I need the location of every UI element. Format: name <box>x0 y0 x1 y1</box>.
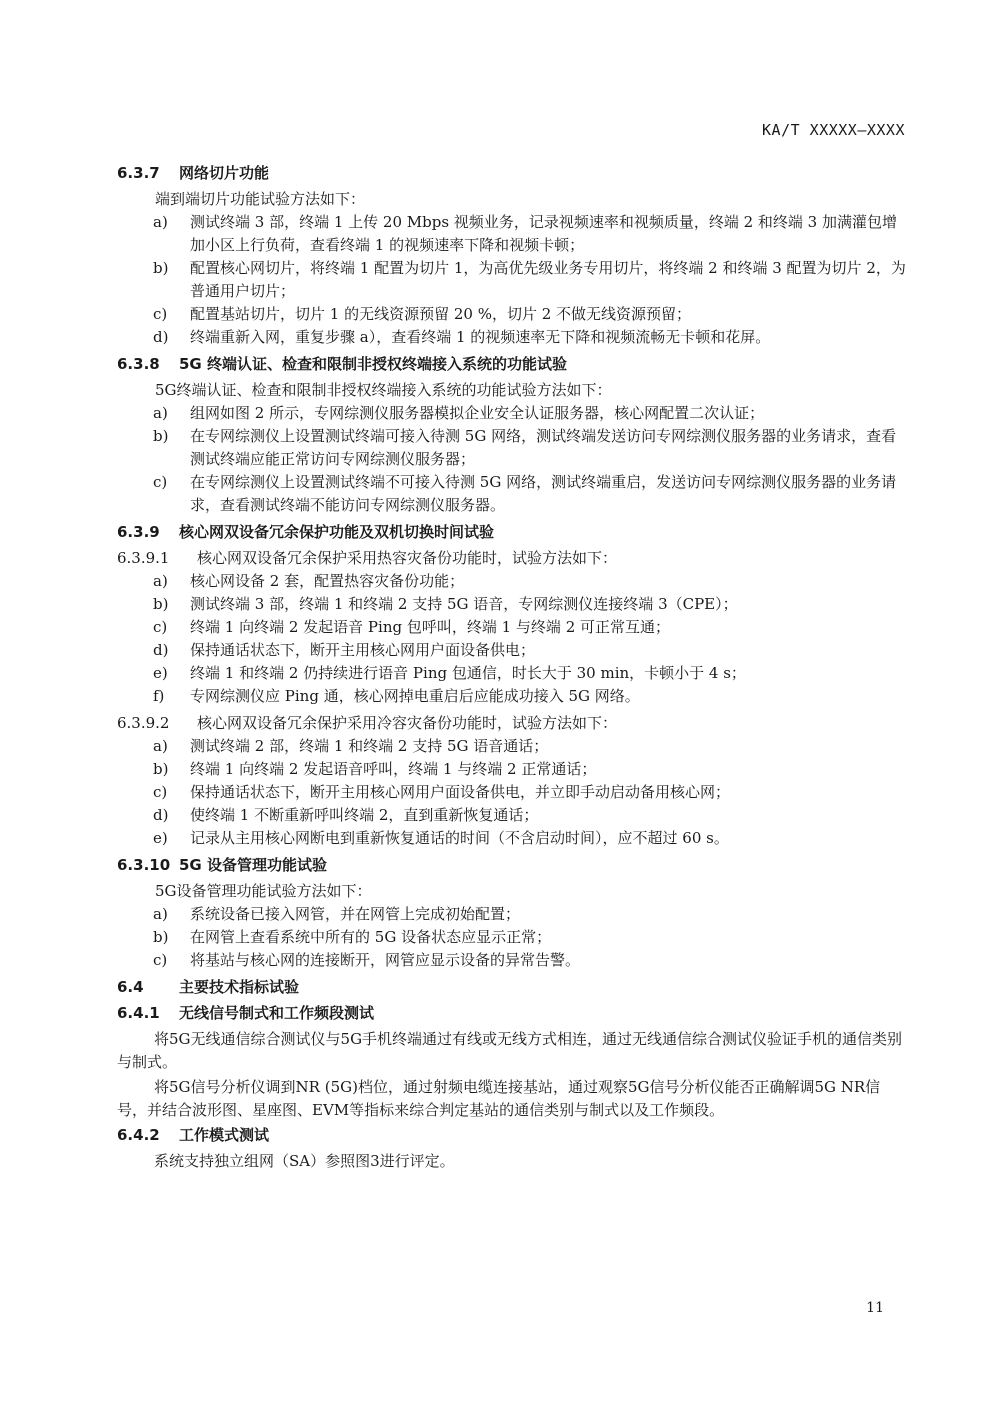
list-item-text: 专网综测仪应 Ping 通，核心网掉电重启后应能成功接入 5G 网络。 <box>190 687 640 705</box>
subsection-text: 核心网双设备冗余保护采用热容灾备份功能时，试验方法如下： <box>197 549 618 567</box>
list-item-text: 测试终端 3 部，终端 1 和终端 2 支持 5G 语音，专网综测仪连接终端 3（CPE）； <box>190 595 738 613</box>
section-lead: 5G设备管理功能试验方法如下： <box>155 882 372 900</box>
step-list <box>117 903 907 972</box>
list-item <box>117 639 907 662</box>
list-item <box>117 257 907 303</box>
list-item <box>117 949 907 972</box>
list-marker: f) <box>153 687 165 705</box>
section-title: 无线信号制式和工作频段测试 <box>179 1004 375 1022</box>
list-marker: a) <box>153 572 168 590</box>
list-marker: b) <box>153 760 169 778</box>
list-marker: a) <box>153 213 168 231</box>
section-title: 5G 设备管理功能试验 <box>179 856 327 874</box>
list-item <box>117 926 907 949</box>
list-item <box>117 593 907 616</box>
body-paragraph: 将5G信号分析仪调到NR (5G)档位，通过射频电缆连接基站，通过观察5G信号分析仪能否正确解调5G NR信号，并结合波形图、星座图、EVM等指标来综合判定基站的通信类别与制式以及工作频段。 <box>117 1078 881 1119</box>
list-marker: d) <box>153 328 169 346</box>
subsection-text: 核心网双设备冗余保护采用冷容灾备份功能时，试验方法如下： <box>197 714 618 732</box>
section-heading-6-3-7 <box>117 162 907 184</box>
section-heading-6-3-10 <box>117 854 907 876</box>
list-marker: c) <box>153 618 168 636</box>
list-item-text: 组网如图 2 所示，专网综测仪服务器模拟企业安全认证服务器，核心网配置二次认证； <box>190 404 765 422</box>
list-marker: c) <box>153 473 168 491</box>
list-marker: b) <box>153 259 169 277</box>
list-item-text: 终端 1 向终端 2 发起语音呼叫，终端 1 与终端 2 正常通话； <box>190 760 597 778</box>
list-item <box>117 471 907 517</box>
list-marker: c) <box>153 951 168 969</box>
list-item <box>117 735 907 758</box>
list-marker: d) <box>153 641 169 659</box>
list-item <box>117 570 907 593</box>
list-item <box>117 616 907 639</box>
section-heading-6-4 <box>117 976 907 998</box>
list-item-text: 在专网综测仪上设置测试终端不可接入待测 5G 网络，测试终端重启，发送访问专网综测仪服务器的业务请求，查看测试终端不能访问专网综测仪服务器。 <box>190 473 897 514</box>
list-item-text: 在网管上查看系统中所有的 5G 设备状态应显示正常； <box>190 928 552 946</box>
step-list <box>117 402 907 517</box>
step-list <box>117 211 907 349</box>
list-marker: d) <box>153 806 169 824</box>
section-number: 6.4.1 <box>117 1004 160 1022</box>
page-number: 11 <box>866 1300 884 1316</box>
list-item-text: 测试终端 3 部，终端 1 上传 20 Mbps 视频业务，记录视频速率和视频质量，终端 2 和终端 3 加满灌包增加小区上行负荷，查看终端 1 的视频速率下降和视频卡顿； <box>190 213 897 254</box>
section-title: 核心网双设备冗余保护功能及双机切换时间试验 <box>179 523 495 541</box>
list-marker: b) <box>153 427 169 445</box>
list-item-text: 终端 1 向终端 2 发起语音 Ping 包呼叫，终端 1 与终端 2 可正常互通； <box>190 618 671 636</box>
document-code: KA/T XXXXX—XXXX <box>762 121 905 139</box>
section-heading-6-4-1 <box>117 1002 907 1024</box>
list-item <box>117 211 907 257</box>
list-marker: a) <box>153 404 168 422</box>
subsection-6-3-9-2 <box>117 712 907 735</box>
section-number: 6.4.2 <box>117 1126 160 1144</box>
step-list <box>117 735 907 850</box>
list-item <box>117 326 907 349</box>
page-body <box>117 160 907 1175</box>
section-title: 5G 终端认证、检查和限制非授权终端接入系统的功能试验 <box>179 355 567 373</box>
list-item <box>117 804 907 827</box>
list-item <box>117 781 907 804</box>
subsection-number: 6.3.9.2 <box>117 714 170 732</box>
list-item <box>117 662 907 685</box>
list-item <box>117 425 907 471</box>
list-item-text: 系统设备已接入网管，并在网管上完成初始配置； <box>190 905 521 923</box>
subsection-number: 6.3.9.1 <box>117 549 170 567</box>
section-number: 6.3.7 <box>117 164 160 182</box>
list-item <box>117 402 907 425</box>
list-item-text: 使终端 1 不断重新呼叫终端 2，直到重新恢复通话； <box>190 806 539 824</box>
list-item <box>117 827 907 850</box>
section-lead: 5G终端认证、检查和限制非授权终端接入系统的功能试验方法如下： <box>155 381 612 399</box>
list-marker: a) <box>153 905 168 923</box>
list-item-text: 在专网综测仪上设置测试终端可接入待测 5G 网络，测试终端发送访问专网综测仪服务器的业务请求，查看测试终端应能正常访问专网综测仪服务器； <box>190 427 897 468</box>
section-heading-6-4-2 <box>117 1124 907 1146</box>
section-title: 网络切片功能 <box>179 164 270 182</box>
list-item-text: 配置基站切片，切片 1 的无线资源预留 20 %，切片 2 不做无线资源预留； <box>190 305 692 323</box>
list-item-text: 保持通话状态下，断开主用核心网用户面设备供电； <box>190 641 536 659</box>
subsection-6-3-9-1 <box>117 547 907 570</box>
step-list <box>117 570 907 708</box>
list-marker: b) <box>153 595 169 613</box>
list-marker: c) <box>153 305 168 323</box>
list-marker: b) <box>153 928 169 946</box>
section-number: 6.3.9 <box>117 523 160 541</box>
list-marker: e) <box>153 664 168 682</box>
list-item-text: 终端重新入网，重复步骤 a），查看终端 1 的视频速率无下降和视频流畅无卡顿和花屏。 <box>190 328 771 346</box>
list-marker: c) <box>153 783 168 801</box>
list-item-text: 将基站与核心网的连接断开，网管应显示设备的异常告警。 <box>190 951 581 969</box>
section-heading-6-3-9 <box>117 521 907 543</box>
list-item-text: 核心网设备 2 套，配置热容灾备份功能； <box>190 572 465 590</box>
section-title: 工作模式测试 <box>179 1126 270 1144</box>
list-item-text: 保持通话状态下，断开主用核心网用户面设备供电，并立即手动启动备用核心网； <box>190 783 731 801</box>
list-marker: e) <box>153 829 168 847</box>
list-marker: a) <box>153 737 168 755</box>
body-paragraph: 将5G无线通信综合测试仪与5G手机终端通过有线或无线方式相连，通过无线通信综合测试仪验证手机的通信类别与制式。 <box>117 1030 903 1071</box>
section-heading-6-3-8 <box>117 353 907 375</box>
section-number: 6.3.10 <box>117 856 171 874</box>
section-title: 主要技术指标试验 <box>179 978 300 996</box>
list-item-text: 配置核心网切片，将终端 1 配置为切片 1，为高优先级业务专用切片，将终端 2 和终端 3 配置为切片 2，为普通用户切片； <box>190 259 906 300</box>
list-item <box>117 685 907 708</box>
list-item-text: 测试终端 2 部，终端 1 和终端 2 支持 5G 语音通话； <box>190 737 549 755</box>
list-item <box>117 903 907 926</box>
list-item-text: 终端 1 和终端 2 仍持续进行语音 Ping 包通信，时长大于 30 min，卡顿小于 4 s； <box>190 664 746 682</box>
section-number: 6.4 <box>117 978 144 996</box>
body-paragraph: 系统支持独立组网（SA）参照图3进行评定。 <box>154 1152 455 1170</box>
section-lead: 端到端切片功能试验方法如下： <box>155 190 366 208</box>
list-item <box>117 303 907 326</box>
section-number: 6.3.8 <box>117 355 160 373</box>
list-item-text: 记录从主用核心网断电到重新恢复通话的时间（不含启动时间），应不超过 60 s。 <box>190 829 729 847</box>
list-item <box>117 758 907 781</box>
